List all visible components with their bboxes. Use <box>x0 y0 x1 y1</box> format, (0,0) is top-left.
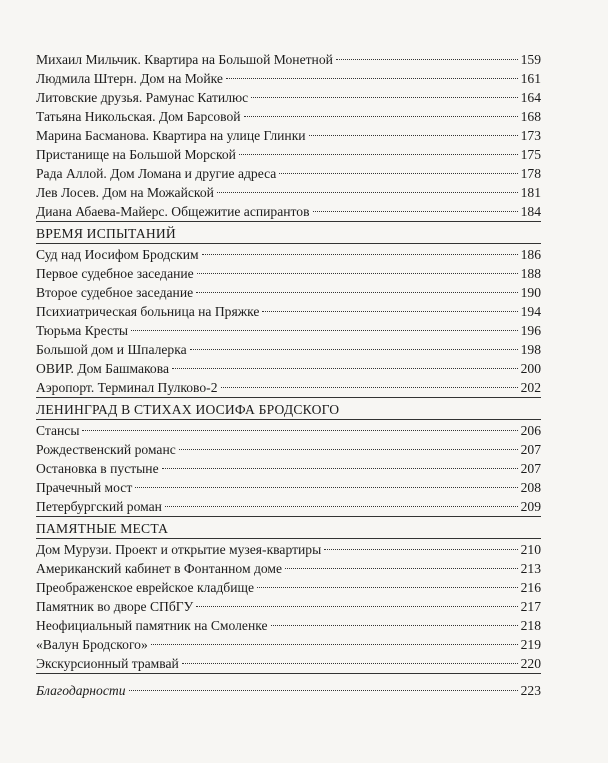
toc-entry-page: 181 <box>520 185 541 200</box>
toc-entry[interactable] <box>36 578 541 597</box>
toc-entry-page: 207 <box>520 461 541 476</box>
dot-leader <box>271 625 518 626</box>
toc-entry-page: 213 <box>520 561 541 576</box>
section-heading-leningrad-poems: ЛЕНИНГРАД В СТИХАХ ИОСИФА БРОДСКОГО <box>36 402 340 417</box>
dot-leader <box>196 292 517 293</box>
toc-entry[interactable] <box>36 145 541 164</box>
dot-leader <box>221 387 518 388</box>
toc-entry-title: Экскурсионный трамвай <box>36 656 179 671</box>
section-divider <box>36 221 541 222</box>
toc-entry[interactable] <box>36 283 541 302</box>
dot-leader <box>279 173 517 174</box>
toc-entry-title: Людмила Штерн. Дом на Мойке <box>36 71 223 86</box>
dot-leader <box>202 254 518 255</box>
toc-entry-page: 219 <box>520 637 541 652</box>
dot-leader <box>226 78 518 79</box>
dot-leader <box>196 606 517 607</box>
toc-entry[interactable] <box>36 597 541 616</box>
section-divider <box>36 538 541 539</box>
dot-leader <box>135 487 517 488</box>
toc-entry[interactable] <box>36 264 541 283</box>
toc-entry[interactable] <box>36 616 541 635</box>
dot-leader <box>336 59 518 60</box>
toc-entry-title: Памятник во дворе СПбГУ <box>36 599 194 614</box>
toc-entry-page: 194 <box>520 304 541 319</box>
toc-entry-page: 216 <box>520 580 541 595</box>
toc-entry[interactable] <box>36 107 541 126</box>
toc-entry-title: ОВИР. Дом Башмакова <box>36 361 170 376</box>
dot-leader <box>239 154 518 155</box>
dot-leader <box>251 97 517 98</box>
toc-entry-page: 210 <box>520 542 541 557</box>
section-heading-trials: ВРЕМЯ ИСПЫТАНИЙ <box>36 226 176 241</box>
toc-entry-title: Аэропорт. Терминал Пулково-2 <box>36 380 218 395</box>
section-divider <box>36 243 541 244</box>
dot-leader <box>82 430 517 431</box>
dot-leader <box>257 587 518 588</box>
dot-leader <box>131 330 518 331</box>
section-heading-memorial-places: ПАМЯТНЫЕ МЕСТА <box>36 521 169 536</box>
section-divider <box>36 673 541 674</box>
toc-entry-title: Преображенское еврейское кладбище <box>36 580 254 595</box>
toc-entry-title: Прачечный мост <box>36 480 133 495</box>
toc-entry[interactable] <box>36 359 541 378</box>
toc-group-trials <box>36 245 541 397</box>
toc-entry[interactable] <box>36 164 541 183</box>
toc-entry-title: Первое судебное заседание <box>36 266 194 281</box>
dot-leader <box>182 663 518 664</box>
toc-entry-page: 217 <box>520 599 541 614</box>
toc-entry-page: 202 <box>520 380 541 395</box>
dot-leader <box>162 468 518 469</box>
toc-entry-title: Татьяна Никольская. Дом Барсовой <box>36 109 241 124</box>
toc-entry[interactable] <box>36 50 541 69</box>
toc-entry-title: Стансы <box>36 423 80 438</box>
toc-entry[interactable] <box>36 654 541 673</box>
dot-leader <box>244 116 518 117</box>
toc-entry-title: Дом Мурузи. Проект и открытие музея-квартиры <box>36 542 322 557</box>
toc-entry-title: Литовские друзья. Рамунас Катилюс <box>36 90 249 105</box>
toc-entry[interactable] <box>36 635 541 654</box>
toc-entry-title: Остановка в пустыне <box>36 461 159 476</box>
dot-leader <box>129 690 518 691</box>
toc-entry[interactable] <box>36 440 541 459</box>
toc-entry[interactable] <box>36 559 541 578</box>
toc-entry-acknowledgments[interactable] <box>36 681 541 700</box>
dot-leader <box>262 311 517 312</box>
section-divider <box>36 419 541 420</box>
dot-leader <box>324 549 517 550</box>
toc-entry-page: 223 <box>520 683 541 698</box>
toc-entry-page: 178 <box>520 166 541 181</box>
toc-entry-page: 175 <box>520 147 541 162</box>
toc-group-poems <box>36 421 541 516</box>
toc-entry-page: 164 <box>520 90 541 105</box>
toc-entry[interactable] <box>36 340 541 359</box>
toc-entry-page: 207 <box>520 442 541 457</box>
toc-entry-title: Второе судебное заседание <box>36 285 194 300</box>
toc-entry-title: Марина Басманова. Квартира на улице Глинки <box>36 128 306 143</box>
toc-entry-page: 159 <box>520 52 541 67</box>
toc-entry[interactable] <box>36 202 541 221</box>
dot-leader <box>217 192 518 193</box>
dot-leader <box>165 506 518 507</box>
toc-entry-title: Рождественский романс <box>36 442 176 457</box>
toc-entry-page: 209 <box>520 499 541 514</box>
toc-entry-title: Психиатрическая больница на Пряжке <box>36 304 260 319</box>
dot-leader <box>179 449 518 450</box>
toc-entry-title: Диана Абаева-Майерс. Общежитие аспирантов <box>36 204 310 219</box>
dot-leader <box>151 644 518 645</box>
toc-entry[interactable] <box>36 302 541 321</box>
toc-entry[interactable] <box>36 459 541 478</box>
toc-entry[interactable] <box>36 378 541 397</box>
toc-group-memorials <box>36 540 541 673</box>
dot-leader <box>172 368 518 369</box>
toc-entry-page: 198 <box>520 342 541 357</box>
toc-entry-title: Американский кабинет в Фонтанном доме <box>36 561 283 576</box>
dot-leader <box>309 135 518 136</box>
toc-entry-page: 196 <box>520 323 541 338</box>
toc-entry[interactable] <box>36 497 541 516</box>
toc-entry[interactable] <box>36 88 541 107</box>
section-divider <box>36 397 541 398</box>
toc-entry-title: Большой дом и Шпалерка <box>36 342 187 357</box>
section-divider <box>36 516 541 517</box>
dot-leader <box>190 349 518 350</box>
toc-entry-title: Суд над Иосифом Бродским <box>36 247 199 262</box>
toc-entry[interactable] <box>36 321 541 340</box>
toc-entry[interactable] <box>36 478 541 497</box>
toc-entry-page: 161 <box>520 71 541 86</box>
toc-entry-page: 200 <box>520 361 541 376</box>
toc-entry-title: Петербургский роман <box>36 499 162 514</box>
toc-entry-page: 188 <box>520 266 541 281</box>
dot-leader <box>285 568 518 569</box>
toc-entry-title: Лев Лосев. Дом на Можайской <box>36 185 214 200</box>
toc-entry[interactable] <box>36 183 541 202</box>
toc-entry-page: 206 <box>520 423 541 438</box>
dot-leader <box>197 273 518 274</box>
toc-entry-page: 218 <box>520 618 541 633</box>
toc-entry-title: Неофициальный памятник на Смоленке <box>36 618 268 633</box>
toc-entry-page: 168 <box>520 109 541 124</box>
toc-entry[interactable] <box>36 421 541 440</box>
toc-entry-page: 186 <box>520 247 541 262</box>
toc-entry-page: 220 <box>520 656 541 671</box>
toc-entry[interactable] <box>36 69 541 88</box>
toc-entry-title: Тюрьма Кресты <box>36 323 129 338</box>
toc-entry-title: «Валун Бродского» <box>36 637 148 652</box>
toc-group-residences <box>36 50 541 221</box>
table-of-contents <box>36 50 541 700</box>
toc-entry-title: Михаил Мильчик. Квартира на Большой Монетной <box>36 52 333 67</box>
toc-entry-title: Пристанище на Большой Морской <box>36 147 236 162</box>
dot-leader <box>313 211 518 212</box>
toc-entry-title: Благодарности <box>36 683 126 698</box>
toc-entry-page: 208 <box>520 480 541 495</box>
toc-entry-page: 190 <box>520 285 541 300</box>
toc-entry-page: 173 <box>520 128 541 143</box>
toc-entry-page: 184 <box>520 204 541 219</box>
toc-entry[interactable] <box>36 126 541 145</box>
toc-entry-title: Рада Аллой. Дом Ломана и другие адреса <box>36 166 277 181</box>
toc-entry[interactable] <box>36 245 541 264</box>
toc-entry[interactable] <box>36 540 541 559</box>
